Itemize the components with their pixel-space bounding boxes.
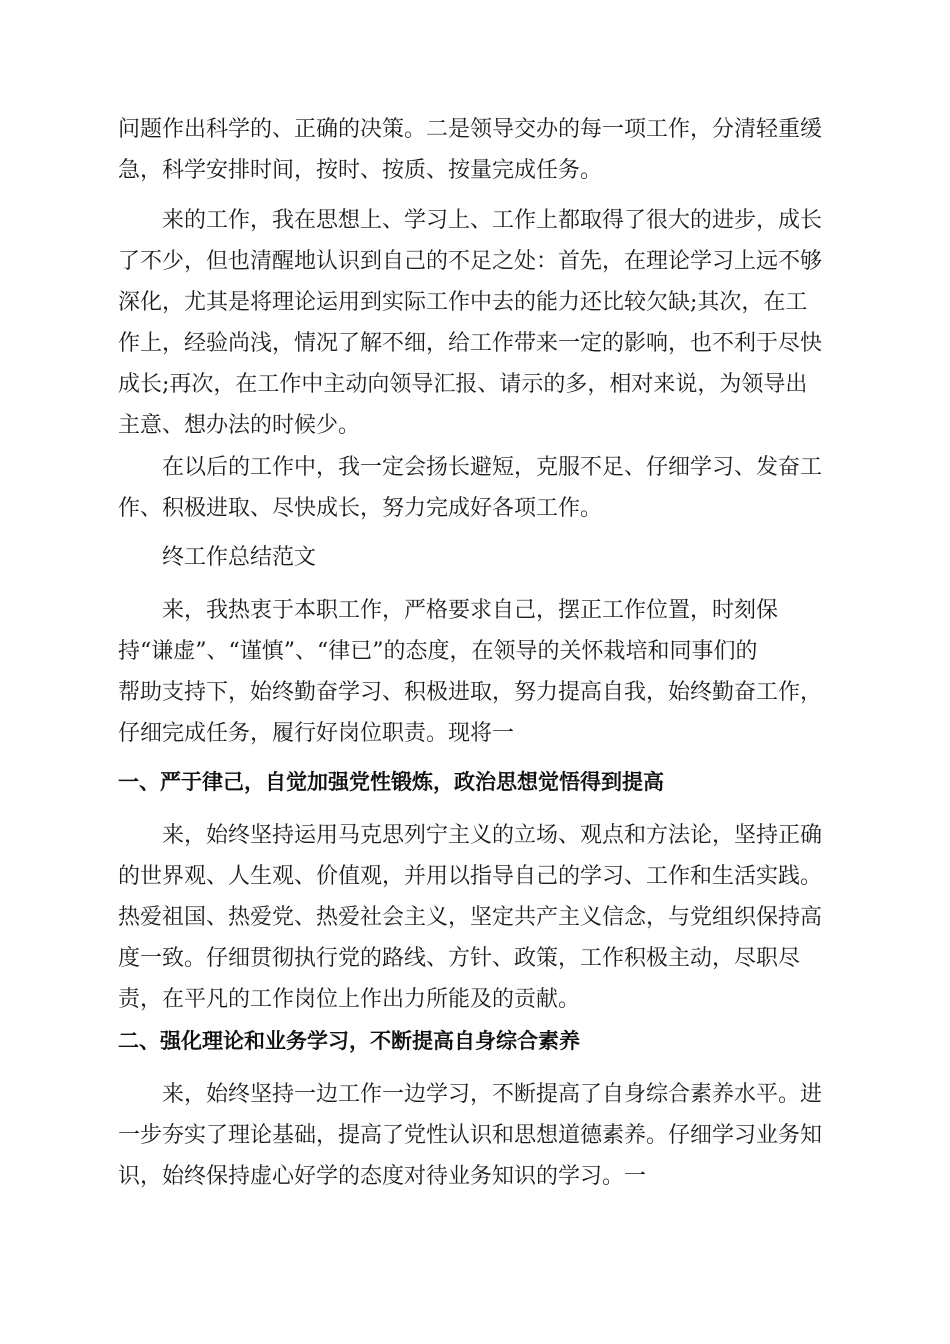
- paragraph-subtitle: [118, 537, 316, 578]
- text-line: 主意、想办法的时候少。: [118, 413, 361, 438]
- text-line: 在以后的工作中，我一定会扬长避短，克服不足、仔细学习、发奋工: [162, 455, 823, 480]
- text-line: 的世界观、人生观、价值观，并用以指导自己的学习、工作和生活实践。: [118, 864, 823, 889]
- paragraph-6: [118, 1074, 822, 1197]
- text-line: 成长;再次，在工作中主动向领导汇报、请示的多，相对来说，为领导出: [118, 372, 808, 397]
- heading-text: 二、强化理论和业务学习，不断提高自身综合素养: [118, 1029, 580, 1053]
- text-line: 深化，尤其是将理论运用到实际工作中去的能力还比较欠缺;其次，在工: [118, 290, 808, 315]
- text-line: 仔细完成任务，履行好岗位职责。现将一: [118, 721, 515, 746]
- text-line: 来，我热衷于本职工作，严格要求自己，摆正工作位置，时刻保: [162, 598, 779, 623]
- text-line: 责，在平凡的工作岗位上作出力所能及的贡献。: [118, 987, 581, 1012]
- heading-text: 一、严于律己，自觉加强党性锻炼，政治思想觉悟得到提高: [118, 770, 664, 794]
- text-line: 来，始终坚持运用马克思列宁主义的立场、观点和方法论，坚持正确: [162, 823, 823, 848]
- text-line: 来，始终坚持一边工作一边学习，不断提高了自身综合素养水平。进: [162, 1082, 823, 1107]
- paragraph-3: [118, 447, 822, 529]
- paragraph-2: [118, 200, 822, 446]
- text-line: 一步夯实了理论基础，提高了党性认识和思想道德素养。仔细学习业务知: [118, 1123, 823, 1148]
- text-line: 帮助支持下，始终勤奋学习、积极进取，努力提高自我，始终勤奋工作，: [118, 680, 823, 705]
- section-heading-2: [118, 1021, 580, 1062]
- text-line: 持“谦虚”、“谨慎”、“律已”的态度，在领导的关怀栽培和同事们的: [118, 639, 758, 664]
- text-line: 度一致。仔细贯彻执行党的路线、方针、政策，工作积极主动，尽职尽: [118, 946, 801, 971]
- text-line: 作、积极进取、尽快成长，努力完成好各项工作。: [118, 496, 603, 521]
- text-line: 急，科学安排时间，按时、按质、按量完成任务。: [118, 158, 603, 183]
- paragraph-5: [118, 815, 822, 1020]
- text-line: 来的工作，我在思想上、学习上、工作上都取得了很大的进步，成长: [162, 208, 823, 233]
- paragraph-4: [118, 590, 822, 754]
- paragraph-1: [118, 109, 822, 191]
- text-line: 热爱祖国、热爱党、热爱社会主义，坚定共产主义信念，与党组织保持高: [118, 905, 823, 930]
- section-heading-1: [118, 762, 664, 803]
- text-line: 识，始终保持虚心好学的态度对待业务知识的学习。一: [118, 1164, 647, 1189]
- text-line: 了不少，但也清醒地认识到自己的不足之处：首先，在理论学习上远不够: [118, 249, 823, 274]
- text-line: 终工作总结范文: [162, 545, 317, 570]
- text-line: 问题作出科学的、正确的决策。二是领导交办的每一项工作，分清轻重缓: [118, 117, 823, 142]
- text-line: 作上，经验尚浅，情况了解不细，给工作带来一定的影响，也不利于尽快: [118, 331, 823, 356]
